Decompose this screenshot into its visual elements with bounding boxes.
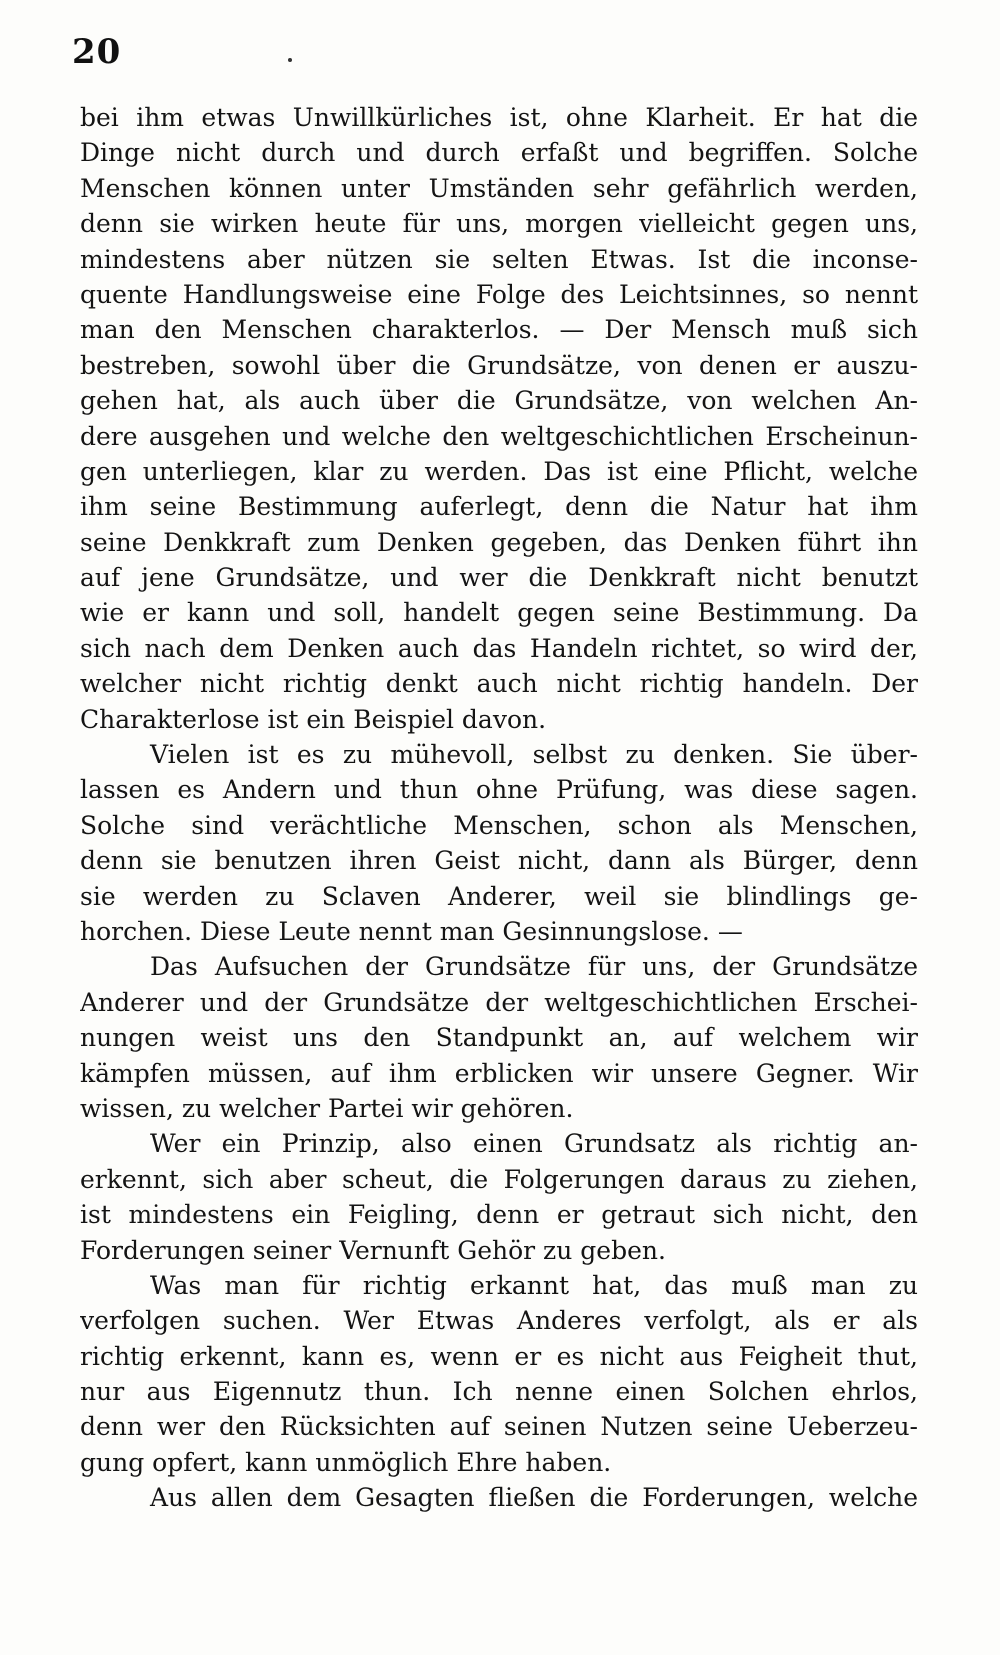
page-number: 20 (72, 32, 122, 72)
text-line: sie werden zu Sclaven Anderer, weil sie blindlings ge- (80, 881, 918, 911)
text-line: quente Handlungsweise eine Folge des Leichtsinnes, so nennt (80, 279, 918, 309)
text-line: Wer ein Prinzip, also einen Grundsatz als richtig an- (150, 1129, 918, 1159)
text-line: gehen hat, als auch über die Grundsätze, von welchen An- (80, 386, 918, 416)
text-line: denn sie benutzen ihren Geist nicht, dann als Bürger, denn (80, 846, 918, 876)
text-line: nungen weist uns den Standpunkt an, auf welchem wir (80, 1023, 918, 1053)
text-line: sich nach dem Denken auch das Handeln richtet, so wird der, (80, 633, 918, 663)
text-line: man den Menschen charakterlos. — Der Mensch muß sich (80, 315, 918, 345)
text-line: welcher nicht richtig denkt auch nicht richtig handeln. Der (80, 669, 918, 699)
text-line: Was man für richtig erkannt hat, das muß man zu (150, 1270, 918, 1300)
text-line: ihm seine Bestimmung auferlegt, denn die Natur hat ihm (80, 492, 918, 522)
text-line: Charakterlose ist ein Beispiel davon. (80, 704, 547, 734)
text-line: gung opfert, kann unmöglich Ehre haben. (80, 1447, 612, 1477)
text-line: verfolgen suchen. Wer Etwas Anderes verfolgt, als er als (80, 1306, 918, 1336)
text-line: auf jene Grundsätze, und wer die Denkkraft nicht benutzt (80, 563, 918, 593)
text-line: bei ihm etwas Unwillkürliches ist, ohne Klarheit. Er hat die (80, 103, 918, 132)
text-line: Aus allen dem Gesagten fließen die Forderungen, welche (150, 1483, 918, 1513)
print-speck (288, 58, 292, 62)
text-line: erkennt, sich aber scheut, die Folgerungen daraus zu ziehen, (80, 1164, 918, 1194)
text-line: kämpfen müssen, auf ihm erblicken wir unsere Gegner. Wir (80, 1058, 918, 1088)
text-line: wie er kann und soll, handelt gegen seine Bestimmung. Da (80, 598, 918, 628)
text-line: denn wer den Rücksichten auf seinen Nutzen seine Ueberzeu- (80, 1412, 918, 1442)
text-line: ist mindestens ein Feigling, denn er getraut sich nicht, den (80, 1200, 918, 1230)
text-line: Das Aufsuchen der Grundsätze für uns, der Grundsätze (150, 952, 918, 982)
text-line: wissen, zu welcher Partei wir gehören. (80, 1093, 574, 1123)
text-line: seine Denkkraft zum Denken gegeben, das Denken führt ihn (80, 527, 918, 557)
text-line: Vielen ist es zu mühevoll, selbst zu denken. Sie über- (150, 740, 918, 770)
text-line: Solche sind verächtliche Menschen, schon als Menschen, (80, 810, 918, 840)
text-line: horchen. Diese Leute nennt man Gesinnungslose. — (80, 916, 743, 946)
body-text (80, 100, 918, 1516)
text-line: dere ausgehen und welche den weltgeschichtlichen Erscheinun- (80, 421, 918, 451)
text-line: Anderer und der Grundsätze der weltgeschichtlichen Erschei- (80, 987, 918, 1017)
text-line: Dinge nicht durch und durch erfaßt und begriffen. Solche (80, 138, 918, 168)
text-line: gen unterliegen, klar zu werden. Das ist eine Pflicht, welche (80, 456, 918, 486)
text-line: richtig erkennt, kann es, wenn er es nicht aus Feigheit thut, (80, 1341, 918, 1371)
text-line: bestreben, sowohl über die Grundsätze, von denen er auszu- (80, 350, 918, 380)
text-line: mindestens aber nützen sie selten Etwas. Ist die inconse- (80, 244, 918, 274)
text-line: nur aus Eigennutz thun. Ich nenne einen Solchen ehrlos, (80, 1377, 918, 1407)
text-line: Forderungen seiner Vernunft Gehör zu geben. (80, 1235, 666, 1265)
text-line: lassen es Andern und thun ohne Prüfung, was diese sagen. (80, 775, 918, 805)
text-line: denn sie wirken heute für uns, morgen vielleicht gegen uns, (80, 209, 918, 239)
text-line: Menschen können unter Umständen sehr gefährlich werden, (80, 173, 918, 203)
